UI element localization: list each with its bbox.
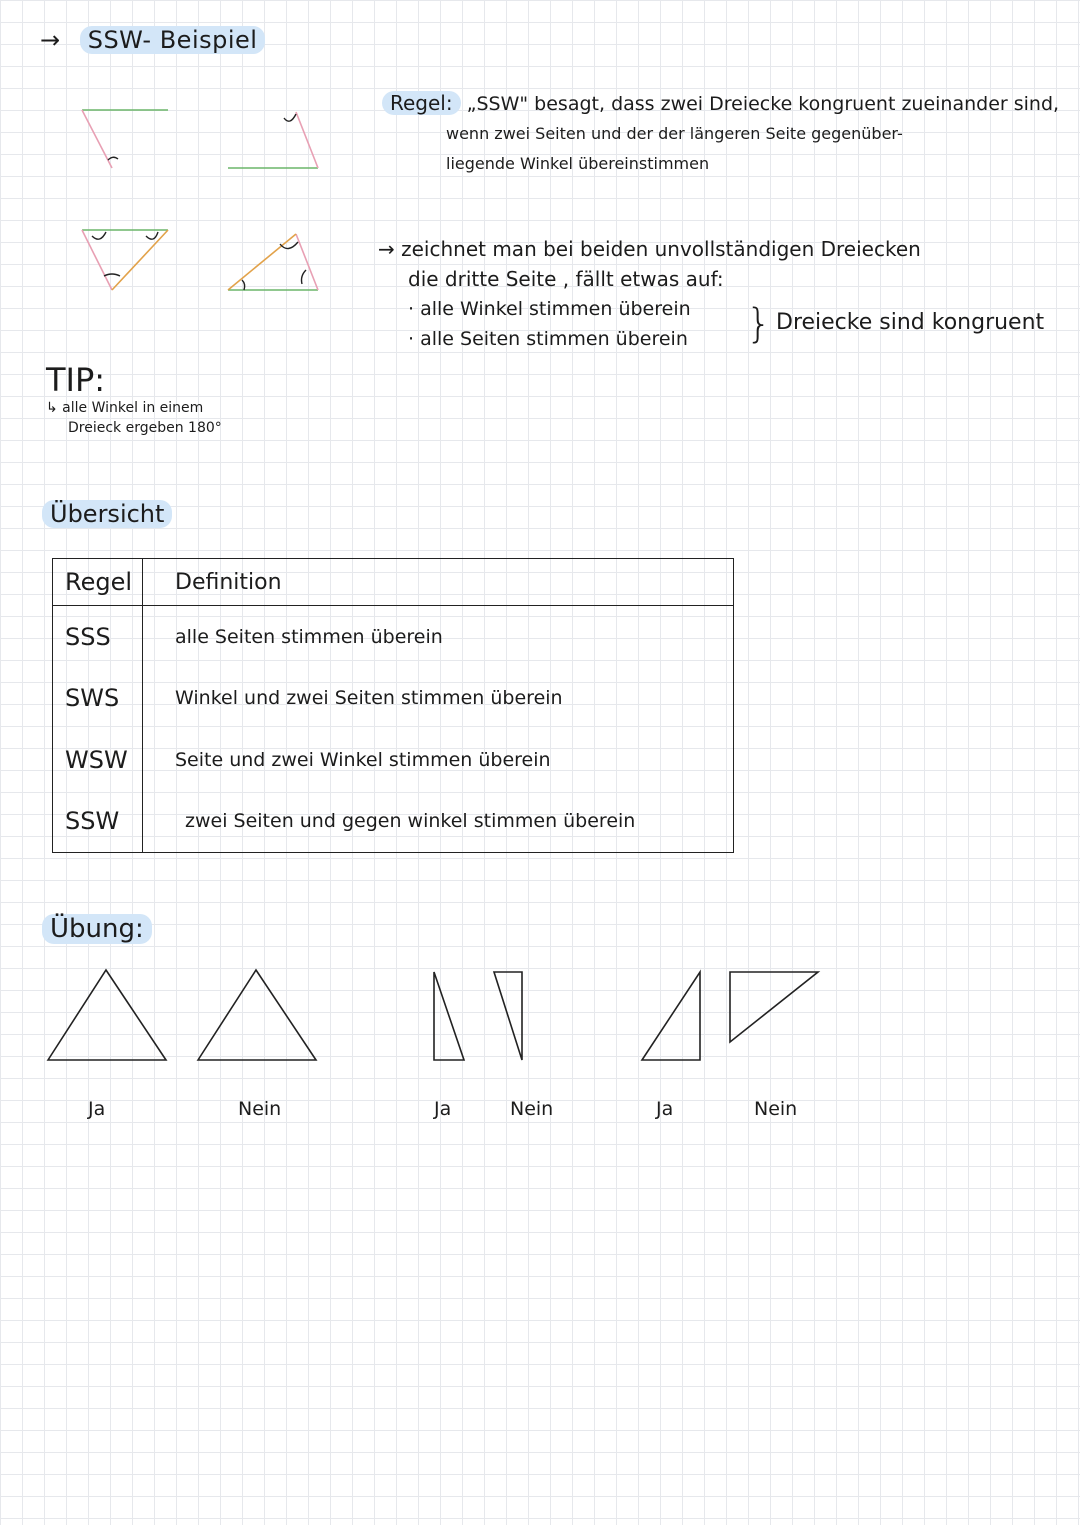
tip-line-1: ↳ alle Winkel in einem	[46, 400, 204, 416]
example-triangle-1	[82, 110, 168, 168]
example-triangle-3	[82, 230, 168, 290]
answer-5: Ja	[656, 1098, 674, 1120]
answer-3: Ja	[434, 1098, 452, 1120]
exercise-title: Übung:	[42, 914, 152, 944]
row-definition: alle Seiten stimmen überein	[175, 625, 443, 648]
example-triangle-2	[228, 112, 318, 168]
table-row	[53, 668, 734, 729]
note-line-1: → zeichnet man bei beiden unvollständigen Dreiecken	[378, 237, 921, 261]
rule-line-2: wenn zwei Seiten und der der längeren Seite gegenüber-	[446, 124, 903, 143]
rule-block	[382, 88, 1062, 179]
header-arrow-icon: →	[40, 26, 61, 54]
example-figures	[0, 0, 360, 300]
row-rule: SSW	[53, 790, 143, 852]
row-rule: WSW	[53, 729, 143, 790]
tip-title: TIP:	[46, 361, 106, 399]
answer-2: Nein	[238, 1098, 282, 1120]
exercise-triangle-6	[730, 972, 818, 1042]
table-row	[53, 606, 734, 668]
tip-block	[46, 362, 222, 438]
answer-4: Nein	[510, 1098, 554, 1120]
rule-line-1: „SSW" besagt, dass zwei Dreiecke kongruent zueinander sind,	[466, 93, 1060, 115]
page-title: SSW- Beispiel	[80, 26, 266, 54]
table-row	[53, 729, 734, 790]
row-rule: SSS	[53, 606, 143, 668]
example-triangle-4	[228, 234, 318, 290]
overview-title: Übersicht	[42, 500, 172, 528]
answer-1: Ja	[88, 1098, 106, 1120]
answer-6: Nein	[754, 1098, 798, 1120]
exercise-figures	[0, 960, 840, 1070]
row-rule: SWS	[53, 668, 143, 729]
exercise-triangle-1	[48, 970, 166, 1060]
note-bullet-1: · alle Winkel stimmen überein	[408, 298, 691, 320]
rule-line-3: liegende Winkel übereinstimmen	[446, 154, 710, 173]
row-definition: Seite und zwei Winkel stimmen überein	[175, 748, 551, 771]
row-definition: zwei Seiten und gegen winkel stimmen überein	[185, 810, 636, 833]
rule-label: Regel:	[382, 91, 461, 115]
table-header-row	[53, 559, 734, 606]
exercise-triangle-3	[434, 972, 464, 1060]
exercise-heading	[42, 914, 152, 944]
header-rule: Regel	[53, 559, 143, 606]
header-definition: Definition	[143, 559, 734, 606]
note-line-2: die dritte Seite , fällt etwas auf:	[408, 267, 724, 291]
exercise-triangle-2	[198, 970, 316, 1060]
tip-line-2: Dreieck ergeben 180°	[68, 420, 222, 436]
exercise-triangle-4	[494, 972, 522, 1060]
note-conclusion: Dreiecke sind kongruent	[776, 310, 1045, 335]
row-definition: Winkel und zwei Seiten stimmen überein	[175, 687, 563, 710]
table-row	[53, 790, 734, 852]
observation-note	[378, 234, 1068, 354]
overview-heading	[42, 500, 172, 528]
note-bullet-2: · alle Seiten stimmen überein	[408, 328, 688, 350]
note-brace: }	[746, 301, 772, 347]
overview-table	[52, 558, 734, 853]
exercise-triangle-5	[642, 972, 700, 1060]
